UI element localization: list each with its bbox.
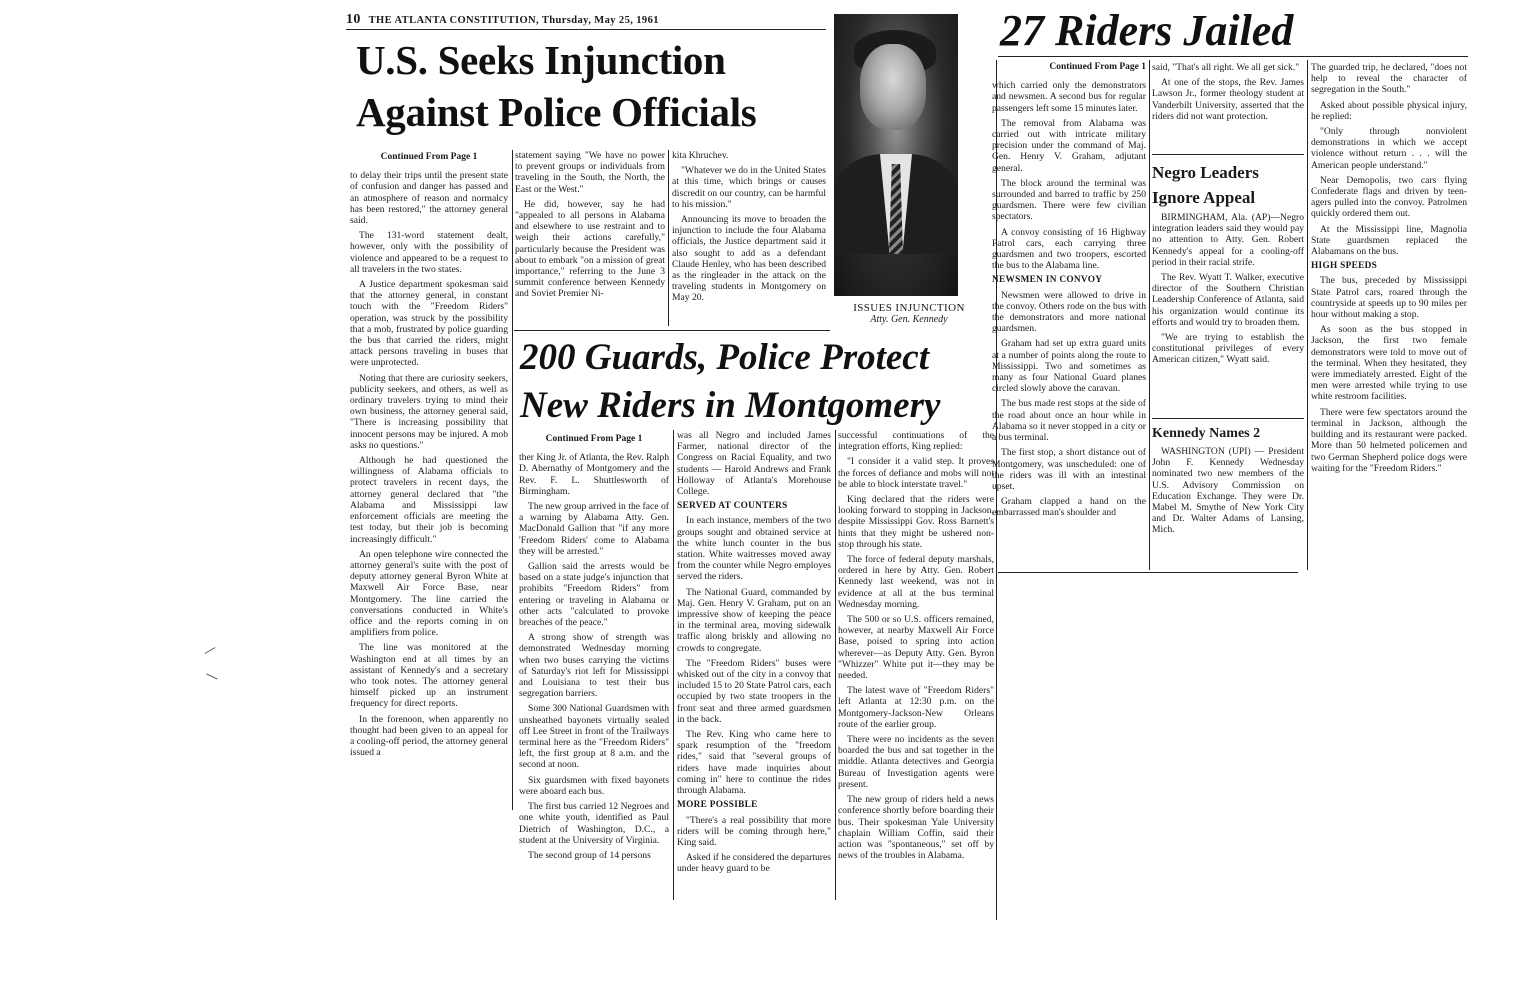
photo-caption-credit: Atty. Gen. Kennedy bbox=[870, 314, 948, 325]
subhead-newsmen-in-convoy: NEWSMEN IN CONVOY bbox=[992, 275, 1103, 286]
story3-paragraph: At the Mississippi line, Magnolia State guardsmen replaced the Alabamans on the bus. bbox=[1311, 223, 1467, 258]
story1-continued: Continued From Page 1 bbox=[380, 152, 478, 162]
story2-paragraph: King declared that the riders were looking forward to stopping in Jackson, despite Mississippi Gov. Ross Barnett's hints that they might be ushered non-stop through his state. bbox=[838, 494, 994, 550]
story1-paragraph: The line was monitored at the Washington end at all times by an assistant of Kennedy's and a secretary who took notes. The attorney general himself picked up an instrument frequency for direct reports. bbox=[350, 642, 508, 710]
column-rule bbox=[673, 430, 674, 900]
story2-paragraph: The latest wave of "Freedom Riders" left Atlanta at 12:30 p.m. on the Montgomery-Jackson-New Orleans route of the earlier group. bbox=[838, 685, 994, 730]
story-divider bbox=[514, 330, 830, 331]
story3-paragraph: said, "That's all right. We all get sick." bbox=[1152, 62, 1300, 73]
box-rule bbox=[1152, 418, 1304, 419]
story1-paragraph: Although he had questioned the willingness of Alabama officials to protect travelers in recent days, the attorney general declared that "the Alabama and Mississippi law enforcement officials are meeting the test today, but their job is becoming increasingly difficult." bbox=[350, 455, 508, 545]
story1-column-1 bbox=[350, 152, 508, 802]
story3-paragraph: As soon as the bus stopped in Jackson, the first two female demonstrators were told to move out of the terminal. When they hesitated, they were immediately arrested. Eight of the men were arrested while trying to use white restroom facilities. bbox=[1311, 324, 1467, 403]
box-rule bbox=[1152, 154, 1304, 155]
story1-paragraph: "Whatever we do in the United States at this time, which brings or causes discredit on our country, can be harmful to his mission." bbox=[672, 165, 826, 210]
story3-paragraph: The guarded trip, he declared, "does not help to reveal the character of segregation in the South." bbox=[1311, 62, 1467, 96]
scan-mark bbox=[206, 674, 217, 680]
story2-paragraph: The Rev. King who came here to spark resumption of the "freedom rides," said that "several groups of riders have made inquiries about coming in" here to continue the rides through Alabama. bbox=[677, 729, 831, 797]
story3-paragraph: Graham had set up extra guard units at a number of points along the route to Mississippi. Two and sometimes as many as four National Guard planes circled slowly above the caravan. bbox=[992, 338, 1146, 395]
story2-paragraph: The second group of 14 persons bbox=[528, 849, 651, 861]
column-rule bbox=[512, 150, 513, 810]
story3-column-1 bbox=[992, 62, 1146, 568]
story2-paragraph: There were no incidents as the seven boarded the bus and sat together in the middle. Atlanta detectives and Georgia Bureau of Investigation agents were present. bbox=[838, 734, 994, 790]
box2-paragraph: WASHINGTON (UPI) — President John F. Kennedy Wednesday nominated two new members of the U.S. Advisory Commission on Education Exchange. They were Dr. Mabel M. Smythe of New York City and Dr. Walter Adams of Lansing, Mich. bbox=[1152, 446, 1304, 536]
story1-column-2 bbox=[515, 150, 665, 326]
story3-paragraph: The bus made rest stops at the side of the road about once an hour while in Alabama so it never stopped in a city or a bus terminal. bbox=[992, 398, 1146, 444]
story2-paragraph: The first bus carried 12 Negroes and one white youth, identified as Paul Dietrich of Washington, D.C., a student at the University of Virginia. bbox=[519, 801, 669, 846]
story1-headline bbox=[356, 34, 826, 138]
story2-paragraph: The force of federal deputy marshals, ordered in here by Atty. Gen. Robert Kennedy last weekend, was not in evidence at all at the bus terminal Wednesday morning. bbox=[838, 554, 994, 610]
story1-paragraph: to delay their trips until the present state of confusion and danger has passed and an atmosphere of reason and normalcy has been restored," the attorney general said. bbox=[350, 170, 508, 227]
story3-continued: Continued From Page 1 bbox=[1049, 62, 1146, 72]
story1-paragraph: kita Khruchev. bbox=[672, 150, 729, 161]
photo-caption-title: ISSUES INJUNCTION bbox=[853, 302, 965, 314]
story3-paragraph: which carried only the demonstrators and newsmen. A second bus for regular passengers left some 15 minutes later. bbox=[992, 80, 1146, 114]
story2-paragraph: The new group of riders held a news conference shortly before boarding their bus. Their spokesman Yale University chaplain William Coffin, said their action was "spontaneous," set off by news of the troubles in Alabama. bbox=[838, 794, 994, 862]
box1-paragraph: The Rev. Wyatt T. Walker, executive director of the Southern Christian Leadership Conference of Atlanta, said his organization would continue its efforts and would try to broaden them. bbox=[1152, 272, 1304, 328]
column-rule bbox=[1149, 60, 1150, 570]
story3-bottom-rule bbox=[998, 572, 1298, 573]
story3-headline: 27 Riders Jailed bbox=[1000, 6, 1294, 55]
story2-paragraph: The new group arrived in the face of a warning by Alabama Atty. Gen. MacDonald Gallion that "if any more 'Freedom Riders' come to Alabama they will be arrested." bbox=[519, 501, 669, 557]
story3-paragraph: Near Demopolis, two cars flying Confederate flags and driven by teen-agers pulled into the convoy. Patrolmen quickly ordered them out. bbox=[1311, 174, 1467, 220]
scan-mark bbox=[205, 647, 216, 654]
story2-paragraph: The "Freedom Riders" buses were whisked out of the city in a convoy that included 15 to 20 State Patrol cars, each occupied by two state troopers in the front seat and three armed guardsmen in the back. bbox=[677, 657, 831, 725]
story2-paragraph: Gallion said the arrests would be based on a state judge's injunction that prohibits "Freedom Riders" from entering or traveling in Alabama or other acts "calculated to provoke breaches of the peace." bbox=[519, 561, 669, 629]
story2-paragraph: Six guardsmen with fixed bayonets were aboard each bus. bbox=[519, 774, 669, 797]
story3-paragraph: The removal from Alabama was carried out with intricate military precision under the command of Maj. Gen. Henry V. Graham, adjutant general. bbox=[992, 117, 1146, 174]
story2-paragraph: Asked if he considered the departures under heavy guard to be bbox=[677, 852, 831, 875]
story1-paragraph: statement saying "We have no power to prevent groups or individuals from traveling in the South, the North, the East or the West." bbox=[515, 150, 665, 195]
kennedy-photo bbox=[834, 14, 958, 296]
story2-column-3 bbox=[838, 430, 994, 900]
box-kennedy-names-headline: Kennedy Names 2 bbox=[1152, 426, 1261, 441]
box-negro-leaders bbox=[1152, 160, 1304, 412]
box-negro-leaders-headline bbox=[1152, 160, 1304, 210]
story2-paragraph: A strong show of strength was demonstrated Wednesday morning when two buses carrying the victims of Saturday's riot left for Mississippi and Louisiana to test their bus segregation barriers. bbox=[519, 632, 669, 700]
subhead-more-possible: MORE POSSIBLE bbox=[677, 800, 758, 811]
story1-paragraph: A Justice department spokesman said that the attorney general, in constant touch with the "Freedom Riders" operation, was struck by the possibility that a mob, frustrated by police guarding the bus that carried the riders, might attack persons traveling in buses that were unprotected. bbox=[350, 279, 508, 369]
story1-paragraph: An open telephone wire connected the attorney general's suite with the post of deputy attorney general Byron White at Maxwell Air Force Base, near Montgomery. The line carried the conversations conducted in White's office and the reports coming in on amplifiers from police. bbox=[350, 548, 508, 639]
story3-paragraph: The bus, preceded by Mississippi State Patrol cars, roared through the countryside at speeds up to 90 miles per hour without making a stop. bbox=[1311, 275, 1467, 321]
box1-headline-line2: Ignore Appeal bbox=[1152, 188, 1256, 207]
subhead-served-at-counters: SERVED AT COUNTERS bbox=[677, 501, 788, 512]
story2-paragraph: The 500 or so U.S. officers remained, however, at nearby Maxwell Air Force Base, poised to spring into action wherever—as Deputy Atty. Gen. Byron "Whizzer" White put it—they may be needed. bbox=[838, 614, 994, 682]
story1-paragraph: Announcing its move to broaden the injunction to include the four Alabama officials, the Justice department said it also sought to add as a defendant Claude Henley, who has been described as the ringleader in the attack on the traveling students in Montgomery on May 20. bbox=[672, 214, 826, 304]
story3-paragraph: Newsmen were allowed to drive in the convoy. Others rode on the bus with the demonstrators and more national guardsmen. bbox=[992, 289, 1146, 335]
story2-paragraph: was all Negro and included James Farmer, national director of the Congress on Racial Equality, and two students — Harold Andrews and Frank Holloway of Atlanta's Morehouse College. bbox=[677, 430, 831, 498]
story2-paragraph: "There's a real possibility that more riders will be coming through here," King said. bbox=[677, 814, 831, 848]
box1-paragraph: BIRMINGHAM, Ala. (AP)—Negro integration leaders said they would pay no attention to Atty. Gen. Robert Kennedy's appeal for a cooling-off period in their racial strife. bbox=[1152, 212, 1304, 268]
story2-paragraph: successful continuations of the integration efforts, King replied: bbox=[838, 430, 994, 453]
story2-headline-line1: 200 Guards, Police Protect bbox=[520, 337, 930, 378]
box1-paragraph: "We are trying to establish the constitutional privileges of every American citizen," Wyatt said. bbox=[1152, 332, 1304, 366]
page-number: 10 bbox=[346, 12, 361, 27]
column-rule bbox=[668, 150, 669, 326]
box1-headline-line1: Negro Leaders bbox=[1152, 163, 1259, 182]
story2-headline-line2: New Riders in Montgomery bbox=[520, 385, 941, 426]
story3-paragraph: The block around the terminal was surrounded and barred to traffic by 250 guardsmen. There were few civilian spectators. bbox=[992, 177, 1146, 223]
story3-column-3 bbox=[1311, 62, 1467, 572]
subhead-high-speeds: HIGH SPEEDS bbox=[1311, 261, 1378, 272]
story2-headline bbox=[520, 334, 990, 430]
photo-face bbox=[860, 44, 926, 130]
box-kennedy-names bbox=[1152, 424, 1304, 564]
story2-column-2 bbox=[677, 430, 831, 900]
story3-paragraph: Graham clapped a hand on the embarrassed man's shoulder and bbox=[992, 496, 1146, 519]
story2-paragraph: "I consider it a valid step. It proves the forces of defiance and mobs will not be able to block interstate travel." bbox=[838, 456, 994, 490]
column-rule bbox=[1307, 60, 1308, 570]
column-rule bbox=[835, 430, 836, 900]
story3-paragraph: There were few spectators around the terminal in Jackson, although the building and its restaurant were packed. More than 50 helmeted policemen and two German Shepherd police dogs were waiting for the "Freedom Riders." bbox=[1311, 406, 1467, 474]
story1-paragraph: Noting that there are curiosity seekers, publicity seekers, and others, as well as ordinary travelers trying to mind their own business, the attorney general said, "There is increasing possibility that innocent persons may be injured. A mob asks no questions." bbox=[350, 372, 508, 451]
story3-paragraph: Asked about possible physical injury, he replied: bbox=[1311, 99, 1467, 122]
story1-paragraph: He did, however, say he had "appealed to all persons in Alabama and elsewhere to use restraint and to weigh their actions carefully," particularly because the President was about to embark "on a mission of great importance," referring to the June 3 summit conference between Kennedy and Soviet Premier Ni- bbox=[515, 198, 665, 300]
masthead bbox=[346, 12, 836, 28]
story2-paragraph: Some 300 National Guardsmen with unsheathed bayonets virtually sealed off Lee Street in front of the Trailways terminal here as the "Freedom Riders" left, the first group at 8 a.m. and the second at noon. bbox=[519, 703, 669, 771]
story3-paragraph: A convoy consisting of 16 Highway Patrol cars, each carrying three guardsmen and two troopers, escorted the bus to the Alabama line. bbox=[992, 226, 1146, 272]
story1-column-3 bbox=[672, 150, 826, 326]
story2-paragraph: ther King Jr. of Atlanta, the Rev. Ralph D. Abernathy of Montgomery and the Rev. F. L. Shuttlesworth of Birmingham. bbox=[519, 452, 669, 497]
story3-column-2 bbox=[1152, 62, 1304, 152]
story3-rule bbox=[998, 56, 1468, 57]
story3-paragraph: At one of the stops, the Rev. James Lawson Jr., former theology student at Vanderbilt University, asserted that the riders did not want protection. bbox=[1152, 77, 1304, 122]
story1-headline-line2: Against Police Officials bbox=[356, 89, 757, 135]
story2-paragraph: The National Guard, commanded by Maj. Gen. Henry V. Graham, put on an impressive show of keeping the peace in the terminal area, moving sidewalk traffic along briskly and allowing no crowds to congregate. bbox=[677, 586, 831, 654]
story3-paragraph: The first stop, a short distance out of Montgomery, was unscheduled: one of the riders was ill with an intestinal upset. bbox=[992, 447, 1146, 492]
masthead-rule bbox=[346, 29, 826, 30]
story2-column-1 bbox=[519, 434, 669, 900]
story1-paragraph: In the forenoon, when apparently no thought had been given to an appeal for a cooling-off period, the attorney general issued a bbox=[350, 713, 508, 759]
masthead-line: THE ATLANTA CONSTITUTION, Thursday, May 25, 1961 bbox=[368, 15, 659, 26]
story2-paragraph: In each instance, members of the two groups sought and obtained service at the white lunch counter in the bus station. White waitresses moved away from the counter while Negro employes served the riders. bbox=[677, 515, 831, 583]
story3-paragraph: "Only through nonviolent demonstrations in which we accept violence without return . . . will the American people understand." bbox=[1311, 126, 1467, 171]
story2-continued: Continued From Page 1 bbox=[545, 434, 643, 444]
story1-headline-line1: U.S. Seeks Injunction bbox=[356, 37, 726, 83]
story1-paragraph: The 131-word statement dealt, however, only with the possibility of violence and appeared to be a request to all travelers in the two states. bbox=[350, 230, 508, 275]
photo-caption bbox=[834, 302, 984, 326]
